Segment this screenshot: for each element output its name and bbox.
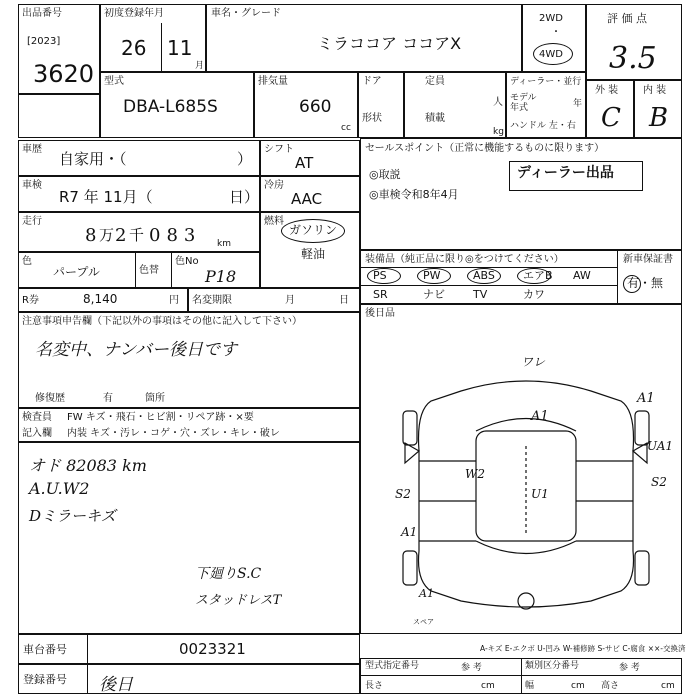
dealer-badge: ディーラー出品 [517, 165, 614, 181]
load-label: 積載 [425, 113, 445, 124]
history-label: 車歴 [22, 144, 42, 155]
width-cm: cm [571, 681, 585, 691]
model-box [100, 72, 254, 138]
model-value: DBA-L685S [123, 97, 218, 117]
exterior-box [586, 80, 634, 138]
special-label: 型式指定番号 [365, 661, 420, 671]
sales-points-label: セールスポイント（正常に機能するものに限ります） [365, 143, 605, 154]
inspector-note-1: オド 82083 km [29, 456, 147, 475]
inspector-note-2: A.U.W2 [29, 479, 90, 498]
mark-ua1-right: UA1 [647, 439, 674, 453]
km-unit: km [217, 239, 231, 249]
displacement-label: 排気量 [258, 76, 288, 87]
year-tag: [2023] [27, 36, 61, 47]
equipment-item: SR [373, 288, 388, 301]
height-label: 高さ [601, 681, 620, 691]
capacity-label: 定員 [425, 76, 445, 87]
model-year-label: モデル 年式 [510, 93, 537, 113]
inspection-box [18, 176, 260, 212]
fuel-alt: 軽油 [301, 247, 326, 261]
yen-unit: 円 [169, 295, 179, 306]
capacity-unit: 人 [493, 97, 503, 108]
door-label: ドア [362, 76, 382, 87]
spec-box [360, 658, 682, 694]
mileage-man-unit: 万 [99, 226, 115, 244]
mark-a1-front: A1 [419, 587, 434, 600]
shift-value: AT [295, 154, 314, 172]
equipment-item: カワ [523, 288, 545, 301]
right-mirror [633, 443, 647, 463]
drive-dot: ・ [551, 27, 561, 38]
location-label: 箇所 [145, 393, 165, 404]
lot-box [18, 4, 100, 94]
inspector-note-4: 下廻りS.C [195, 566, 262, 582]
mark-a1-left: A1 [401, 525, 418, 539]
sales-points-box [360, 138, 682, 250]
interior-box [634, 80, 682, 138]
wheel-rl [403, 551, 417, 585]
notes-label: 注意事項申告欄（下記以外の事項はその他に記入して下さい） [22, 316, 302, 327]
exterior-label: 外 装 [595, 85, 619, 96]
class-sub: 参 考 [619, 663, 640, 673]
length-cm: cm [481, 681, 495, 691]
repair-label: 修復歴 [35, 393, 65, 404]
inspector-note-3: Dミラーキズ [29, 507, 116, 525]
color-value: パープル [53, 265, 100, 279]
shape-label: 形状 [362, 113, 382, 124]
chassis-label: 車台番号 [23, 643, 67, 656]
drive-4wd: 4WD [539, 49, 563, 60]
mark-top: ワレ [521, 355, 546, 369]
fuel-label: 燃料 [264, 216, 284, 227]
color-label: 色 [22, 256, 32, 267]
later-items-label: 後日品 [365, 308, 395, 319]
warranty-label: 新車保証書 [623, 254, 673, 265]
car-name: ミラココア ココアX [317, 34, 462, 53]
notes-handwritten: 名変中、ナンバー後日です [35, 340, 237, 360]
history-value: 自家用・（ [59, 150, 127, 168]
equipment-item: PS [373, 269, 387, 282]
class-label: 類別区分番号 [525, 661, 580, 671]
mileage-man: 8 [85, 225, 97, 246]
registration-value: 後日 [99, 675, 133, 695]
mileage-sen-unit: 千 [129, 226, 145, 244]
load-unit: kg [493, 127, 504, 137]
drive-box [522, 4, 586, 72]
width-label: 幅 [525, 681, 535, 691]
score-label: 評 価 点 [607, 12, 647, 25]
equipment-item: AW [573, 269, 591, 282]
mark-s2-right: S2 [651, 475, 667, 489]
ac-value: AAC [291, 190, 323, 208]
mark-w2: W2 [465, 467, 485, 481]
trunk-outline [476, 541, 576, 554]
ac-box [260, 176, 360, 212]
shift-label: シフト [264, 144, 294, 155]
color-no-value: P18 [205, 267, 237, 286]
mark-a1-right-top: A1 [637, 391, 655, 406]
mark-spare: スペア [413, 618, 434, 626]
inspector-box [18, 408, 360, 442]
mileage-sen: 2 [115, 225, 127, 246]
first-reg-year: 26 [121, 36, 147, 60]
equipment-label: 装備品（純正品に限り◎をつけてください） [365, 254, 564, 265]
equipment-item: PW [423, 269, 441, 282]
score-box [586, 4, 682, 80]
height-cm: cm [661, 681, 675, 691]
recycle-label: R券 [22, 295, 39, 306]
color-change-label: 色替 [139, 265, 159, 276]
inspection-value: R7 年 11月（ [59, 188, 153, 206]
color-no-label: 色No [175, 256, 199, 267]
lot-number: 3620 [33, 60, 95, 88]
score-value: 3.5 [609, 41, 657, 76]
car-diagram [381, 351, 674, 621]
ac-label: 冷房 [264, 180, 284, 191]
dealer-box [506, 72, 586, 138]
sales-point-2: ◎車検令和8年4月 [369, 188, 459, 201]
equipment-box [360, 250, 682, 304]
door-box [358, 72, 404, 138]
registration-label: 登録番号 [23, 673, 67, 686]
wheel-rr [635, 551, 649, 585]
inspector-row-1: FW キズ・飛石・ヒビ割・リペア跡・×要 [67, 412, 254, 423]
inspection-day: 日） [229, 188, 260, 206]
month-unit: 月 [195, 61, 205, 71]
year-unit: 年 [573, 99, 583, 109]
dealer-label: ディーラー・並行 [510, 77, 582, 87]
chassis-value: 0023321 [179, 640, 246, 658]
first-reg-box [100, 4, 206, 72]
wheel-fl [403, 411, 417, 445]
inspector-notes-box [18, 442, 360, 634]
displacement-value: 660 [299, 97, 332, 117]
right-doors [576, 461, 633, 541]
name-grade-box [206, 4, 522, 72]
inspector-label-1: 検査員 [22, 412, 52, 423]
interior-label: 内 装 [643, 85, 667, 96]
cc-unit: cc [341, 123, 351, 133]
model-label: 型式 [104, 76, 124, 87]
special-sub: 参 考 [461, 663, 482, 673]
notes-box [18, 312, 360, 408]
length-label: 長さ [365, 681, 384, 691]
name-change-month: 月 [285, 295, 295, 306]
drive-2wd: 2WD [539, 13, 563, 24]
recycle-value: 8,140 [83, 292, 118, 306]
capacity-box [404, 72, 506, 138]
displacement-box [254, 72, 358, 138]
name-change-label: 名変期限 [192, 295, 232, 306]
name-grade-label: 車名・グレード [211, 8, 281, 19]
registration-box [18, 664, 360, 694]
mileage-label: 走行 [22, 216, 42, 227]
handle-label: ハンドル 左・右 [510, 121, 576, 131]
equipment-item: ABS [473, 269, 495, 282]
mileage-box [18, 212, 260, 252]
damage-legend: A-キズ E-エクボ U-凹み W-補修跡 S-サビ C-腐食 ××-交換済 [480, 644, 686, 653]
shift-box [260, 140, 360, 176]
mileage-rest: 083 [149, 225, 202, 246]
mark-s2-left: S2 [395, 487, 411, 501]
hood-outline [476, 419, 576, 432]
repair-value: 有 [103, 393, 113, 404]
history-close: ） [237, 150, 253, 168]
diagram-box [360, 304, 682, 634]
left-mirror [405, 443, 419, 463]
mark-u1: U1 [531, 487, 549, 501]
equipment-item: ナビ [423, 288, 445, 301]
inspector-row-2: 内装 キズ・汚レ・コゲ・穴・ズレ・キレ・破レ [67, 428, 280, 439]
name-change-day: 日 [339, 295, 349, 306]
chassis-box [18, 634, 360, 664]
lot-blank [18, 94, 100, 138]
interior-grade: B [649, 103, 669, 133]
fuel-box [260, 212, 360, 288]
color-box [18, 252, 260, 288]
exterior-grade: C [601, 103, 621, 133]
first-reg-label: 初度登録年月 [104, 8, 164, 19]
fuel-value: ガソリン [289, 223, 338, 237]
warranty-value: 有・無 [627, 276, 664, 290]
first-reg-month: 11 [167, 36, 193, 60]
sales-point-1: ◎取説 [369, 168, 401, 181]
history-box [18, 140, 260, 176]
inspector-note-5: スタッドレスT [195, 593, 282, 608]
name-change-box [188, 288, 360, 312]
equipment-item: TV [473, 288, 488, 301]
inspector-label-2: 記入欄 [22, 428, 52, 439]
mark-a1-left-top: A1 [531, 409, 549, 424]
equipment-item: エアB [523, 269, 553, 282]
recycle-box [18, 288, 188, 312]
inspection-label: 車検 [22, 180, 42, 191]
auction-sheet [18, 4, 686, 695]
lot-label: 出品番号 [22, 8, 62, 19]
